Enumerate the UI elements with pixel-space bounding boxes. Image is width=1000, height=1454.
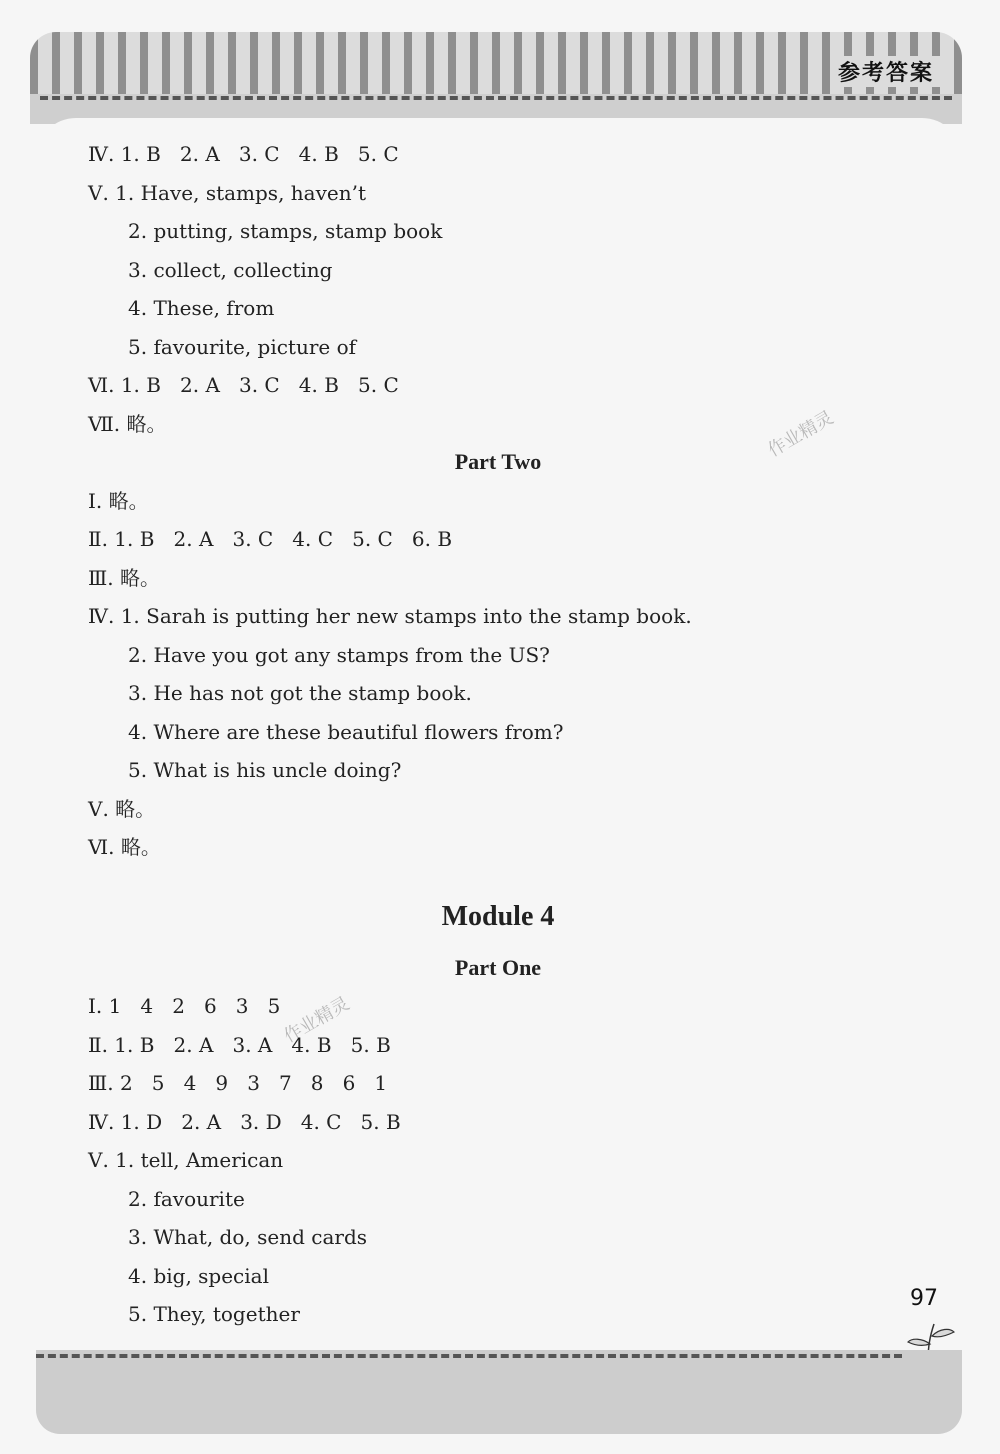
answer-line: Ⅵ. 1. B 2. A 3. C 4. B 5. C	[88, 373, 399, 397]
answer-line: Ⅶ. 略。	[88, 411, 167, 436]
answer-line: 4. big, special	[128, 1263, 269, 1288]
answer-line: 3. collect, collecting	[128, 257, 333, 282]
watermark: 作业精灵	[280, 993, 354, 1048]
answer-line: Ⅰ. 1 4 2 6 3 5	[88, 994, 281, 1018]
answer-content	[88, 135, 908, 1334]
answer-line: Ⅴ. 略。	[88, 796, 156, 821]
watermark: 作业精灵	[764, 407, 838, 462]
answer-line: Ⅵ. 略。	[88, 835, 161, 859]
answer-line: Ⅳ. 1. B 2. A 3. C 4. B 5. C	[88, 142, 399, 166]
answer-line: Ⅲ. 2 5 4 9 3 7 8 6 1	[88, 1071, 388, 1095]
answer-line: Ⅱ. 1. B 2. A 3. C 4. C 5. C 6. B	[88, 527, 453, 551]
answer-line: 5. They, together	[128, 1302, 300, 1326]
answer-line: Ⅴ. 1. tell, American	[88, 1148, 284, 1172]
answer-line: Ⅱ. 1. B 2. A 3. A 4. B 5. B	[88, 1032, 391, 1057]
page-number: 97	[910, 1286, 938, 1311]
answer-line: 5. What is his uncle doing?	[128, 758, 402, 782]
answer-line: 2. favourite	[128, 1186, 245, 1211]
answer-line: 2. Have you got any stamps from the US?	[128, 642, 550, 667]
answer-line: 5. favourite, picture of	[128, 334, 357, 359]
module-heading: Module 4	[441, 900, 555, 932]
answer-line: 3. He has not got the stamp book.	[128, 681, 472, 705]
answer-line: Ⅲ. 略。	[88, 565, 161, 590]
answer-line: 4. Where are these beautiful flowers from?	[128, 719, 564, 744]
answer-line: Ⅴ. 1. Have, stamps, haven’t	[88, 180, 366, 205]
answer-line: Ⅳ. 1. Sarah is putting her new stamps into the stamp book.	[88, 604, 692, 628]
footer-dashed-line	[36, 1354, 902, 1358]
answer-line: Ⅰ. 略。	[88, 488, 149, 513]
answer-line: 4. These, from	[128, 296, 275, 320]
section-heading-part-two: Part Two	[454, 449, 542, 474]
footer-band	[36, 1350, 962, 1434]
answer-line: Ⅳ. 1. D 2. A 3. D 4. C 5. B	[88, 1109, 401, 1134]
answer-line: 2. putting, stamps, stamp book	[128, 219, 443, 243]
answer-line: 3. What, do, send cards	[128, 1225, 368, 1249]
header-title: 参考答案	[830, 56, 942, 87]
section-heading-part-one: Part One	[454, 954, 542, 980]
header-band	[30, 32, 962, 124]
header-dashed-line	[40, 96, 952, 100]
